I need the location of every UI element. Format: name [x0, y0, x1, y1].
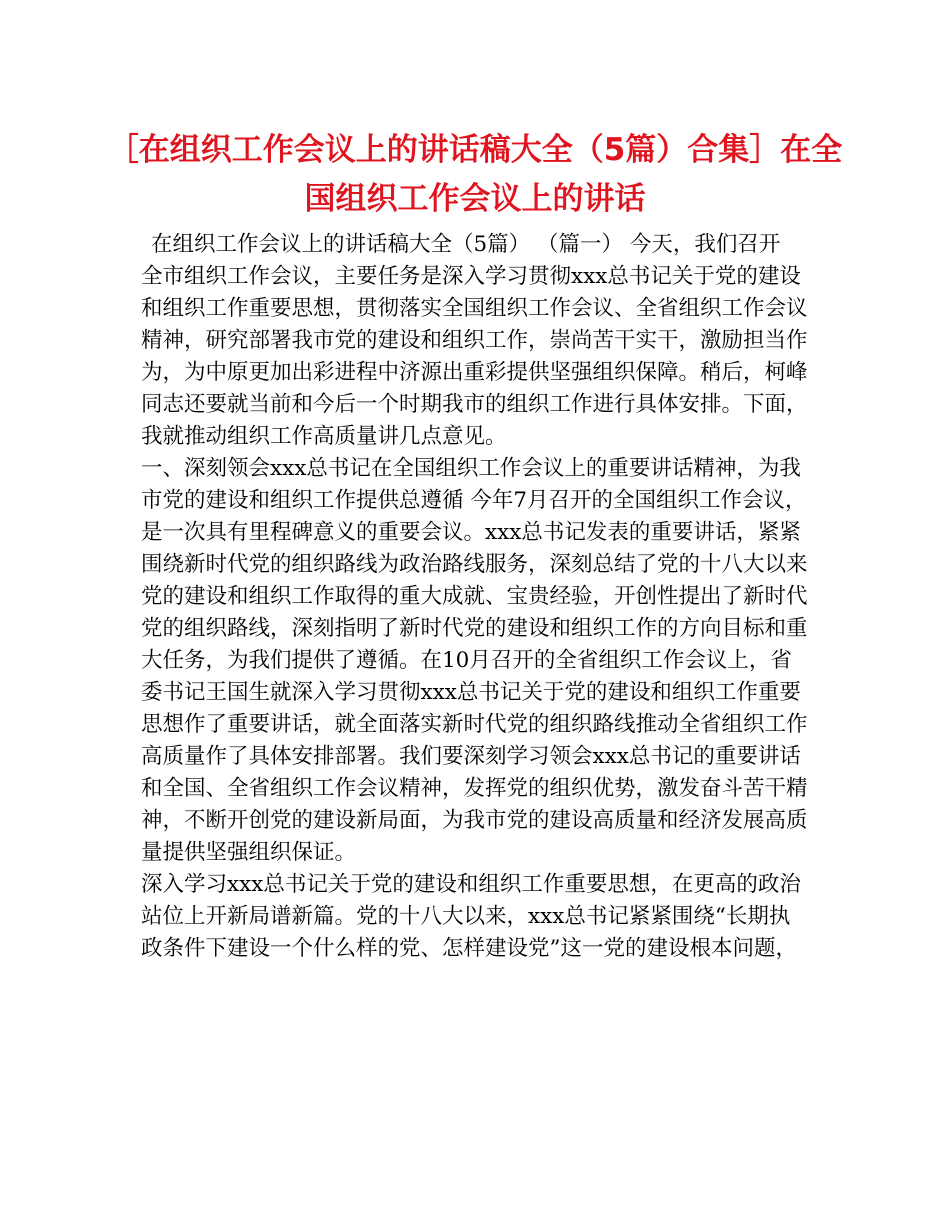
- body-line-19: 神，不断开创党的建设新局面，为我市党的建设高质量和经济发展高质: [141, 808, 808, 833]
- body-line-5: 为，为中原更加出彩进程中济源出重彩提供坚强组织保障。稍后，柯峰: [141, 360, 808, 385]
- body-line-14: 大任务，为我们提供了遵循。在10月召开的全省组织工作会议上，省: [141, 648, 792, 673]
- body-line-17: 高质量作了具体安排部署。我们要深刻学习领会xxx总书记的重要讲话: [141, 744, 801, 769]
- body-line-4: 精神，研究部署我市党的建设和组织工作，崇尚苦干实干，激励担当作: [141, 328, 808, 353]
- body-line-2: 全市组织工作会议，主要任务是深入学习贯彻xxx总书记关于党的建设: [141, 264, 801, 289]
- body-line-23: 政条件下建设一个什么样的党、怎样建设党”这一党的建设根本问题，: [141, 936, 797, 961]
- body-line-22: 站位上开新局谱新篇。党的十八大以来，xxx总书记紧紧围绕“长期执: [141, 904, 791, 929]
- body-line-16: 思想作了重要讲话，就全面落实新时代党的组织路线推动全省组织工作: [141, 712, 808, 737]
- body-line-20: 量提供坚强组织保证。: [141, 840, 357, 865]
- body-line-10: 是一次具有里程碑意义的重要会议。xxx总书记发表的重要讲话，紧紧: [141, 520, 801, 545]
- body-line-12: 党的建设和组织工作取得的重大成就、宝贵经验，开创性提出了新时代: [141, 584, 808, 609]
- body-line-7: 我就推动组织工作高质量讲几点意见。: [141, 424, 507, 449]
- document-title-line-2: 国组织工作会议上的讲话: [304, 181, 646, 217]
- document-title-line-1: ［在组织工作会议上的讲话稿大全（5篇）合集］在全: [107, 132, 843, 168]
- body-line-11: 围绕新时代党的组织路线为政治路线服务，深刻总结了党的十八大以来: [141, 552, 808, 577]
- body-line-15: 委书记王国生就深入学习贯彻xxx总书记关于党的建设和组织工作重要: [141, 680, 801, 705]
- body-line-21: 深入学习xxx总书记关于党的建设和组织工作重要思想，在更高的政治: [141, 872, 801, 897]
- body-line-3: 和组织工作重要思想，贯彻落实全国组织工作会议、全省组织工作会议: [141, 296, 808, 321]
- body-line-13: 党的组织路线，深刻指明了新时代党的建设和组织工作的方向目标和重: [141, 616, 808, 641]
- body-line-9: 市党的建设和组织工作提供总遵循 今年7月召开的全国组织工作会议，: [141, 488, 807, 513]
- body-line-1: 在组织工作会议上的讲话稿大全（5篇） （篇一） 今天，我们召开: [151, 232, 781, 257]
- body-line-8: 一、深刻领会xxx总书记在全国组织工作会议上的重要讲话精神，为我: [141, 456, 801, 481]
- body-line-6: 同志还要就当前和今后一个时期我市的组织工作进行具体安排。下面，: [141, 392, 808, 417]
- body-line-18: 和全国、全省组织工作会议精神，发挥党的组织优势，激发奋斗苦干精: [141, 776, 808, 801]
